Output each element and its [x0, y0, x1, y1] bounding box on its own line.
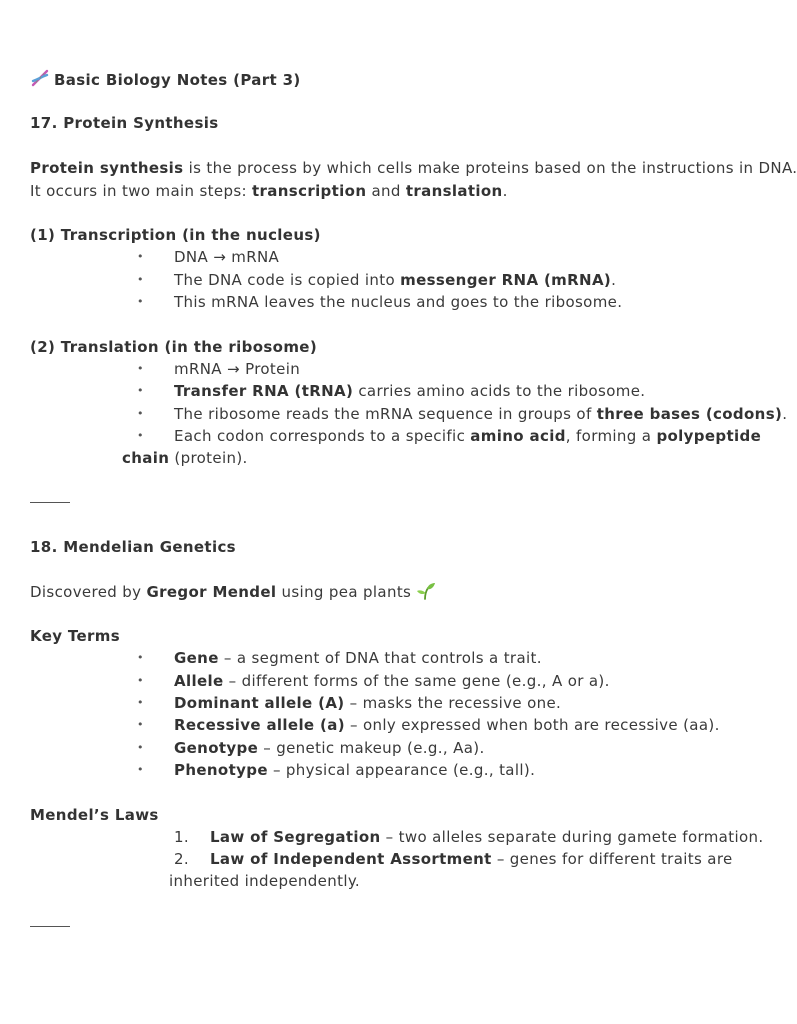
- bullet-marker: •: [137, 674, 144, 687]
- law-description: – two alleles separate during gamete formation.: [380, 828, 764, 846]
- bullet-marker: •: [137, 407, 144, 420]
- document-title: [30, 68, 301, 94]
- intro-line2-end: .: [502, 182, 508, 200]
- law-item: [210, 848, 733, 870]
- mendel-name: Gregor Mendel: [146, 583, 277, 601]
- mrna-term: messenger RNA (mRNA): [400, 271, 612, 289]
- key-term-item: [174, 737, 485, 759]
- bullet-text: .: [782, 405, 788, 423]
- term-label: Genotype: [174, 739, 259, 757]
- bullet-marker: •: [137, 651, 144, 664]
- translation-bullet-2: [174, 380, 645, 402]
- term-definition: – physical appearance (e.g., tall).: [267, 761, 536, 779]
- key-term-item: [174, 759, 535, 781]
- key-terms-heading: [30, 625, 120, 647]
- term-definition: – only expressed when both are recessive (aa).: [344, 716, 720, 734]
- translation-bullet-4: [174, 425, 761, 447]
- polypeptide-term: polypeptide: [656, 427, 762, 445]
- transcription-heading: [30, 224, 321, 246]
- key-term-item: [174, 692, 561, 714]
- term-definition: – a segment of DNA that controls a trait.: [218, 649, 542, 667]
- bullet-marker: •: [137, 295, 144, 308]
- section-18-heading-text: 18. Mendelian Genetics: [30, 538, 236, 556]
- section-divider: [30, 502, 70, 503]
- bullet-marker: •: [137, 362, 144, 375]
- term-label: Allele: [174, 672, 224, 690]
- bullet-text: (protein).: [169, 449, 248, 467]
- key-terms-heading-text: Key Terms: [30, 627, 121, 645]
- transcription-term: transcription: [252, 182, 367, 200]
- term-label: Recessive allele (a): [174, 716, 345, 734]
- bullet-marker: •: [137, 429, 144, 442]
- bullet-marker: •: [137, 273, 144, 286]
- intro-line-1: [30, 157, 797, 179]
- translation-bullet-1: mRNA → Protein: [174, 360, 301, 378]
- discovered-rest: using pea plants: [276, 583, 417, 601]
- intro-rest: is the process by which cells make proteins based on the instructions in DNA.: [183, 159, 797, 177]
- term-definition: – masks the recessive one.: [344, 694, 562, 712]
- key-term-item: [174, 670, 610, 692]
- transcription-bullet-2: [174, 269, 616, 291]
- transcription-bullet-1: DNA → mRNA: [174, 248, 280, 266]
- key-term-item: [174, 714, 720, 736]
- term-definition: – different forms of the same gene (e.g., A or a).: [223, 672, 610, 690]
- bullet-marker: •: [137, 696, 144, 709]
- law-name: Law of Independent Assortment: [210, 850, 492, 868]
- term-label: Dominant allele (A): [174, 694, 345, 712]
- term-label: Gene: [174, 649, 219, 667]
- law-item: [210, 826, 763, 848]
- law-2-continued: inherited independently.: [169, 872, 361, 890]
- bullet-marker: •: [137, 741, 144, 754]
- section-18-heading: [30, 536, 236, 558]
- bullet-text: , forming a: [565, 427, 657, 445]
- term-label: Phenotype: [174, 761, 268, 779]
- law-name: Law of Segregation: [210, 828, 381, 846]
- title-text: Basic Biology Notes (Part 3): [54, 71, 301, 89]
- translation-bullet-4-continued: [122, 447, 248, 469]
- bullet-text: carries amino acids to the ribosome.: [353, 382, 646, 400]
- bullet-text: The ribosome reads the mRNA sequence in groups of: [174, 405, 597, 423]
- translation-term: translation: [405, 182, 503, 200]
- law-number: 2.: [174, 850, 190, 868]
- section-17-heading: [30, 112, 219, 134]
- section-divider: [30, 926, 70, 927]
- discovered-by-line: [30, 581, 440, 606]
- translation-heading: [30, 336, 317, 358]
- bullet-marker: •: [137, 718, 144, 731]
- mendels-laws-heading-text: Mendel’s Laws: [30, 806, 159, 824]
- seedling-icon: [416, 582, 436, 606]
- intro-term: Protein synthesis: [30, 159, 184, 177]
- section-17-heading-text: 17. Protein Synthesis: [30, 114, 219, 132]
- translation-heading-text: (2) Translation (in the ribosome): [30, 338, 318, 356]
- bullet-text: .: [611, 271, 617, 289]
- law-description: – genes for different traits are: [491, 850, 733, 868]
- bullet-text: Each codon corresponds to a specific: [174, 427, 471, 445]
- dna-icon: [30, 68, 50, 94]
- bullet-marker: •: [137, 384, 144, 397]
- bullet-marker: •: [137, 250, 144, 263]
- intro-line-2: [30, 180, 508, 202]
- codons-term: three bases (codons): [596, 405, 783, 423]
- transcription-bullet-3: This mRNA leaves the nucleus and goes to the ribosome.: [174, 293, 623, 311]
- transcription-heading-text: (1) Transcription (in the nucleus): [30, 226, 321, 244]
- mendels-laws-heading: [30, 804, 159, 826]
- key-term-item: [174, 647, 542, 669]
- intro-line2-mid: and: [366, 182, 406, 200]
- translation-bullet-3: [174, 403, 787, 425]
- bullet-marker: •: [137, 763, 144, 776]
- chain-term: chain: [122, 449, 170, 467]
- bullet-text: The DNA code is copied into: [174, 271, 401, 289]
- law-number: 1.: [174, 828, 190, 846]
- intro-line2-pre: It occurs in two main steps:: [30, 182, 253, 200]
- discovered-pre: Discovered by: [30, 583, 147, 601]
- term-definition: – genetic makeup (e.g., Aa).: [258, 739, 485, 757]
- amino-acid-term: amino acid: [470, 427, 566, 445]
- trna-term: Transfer RNA (tRNA): [174, 382, 354, 400]
